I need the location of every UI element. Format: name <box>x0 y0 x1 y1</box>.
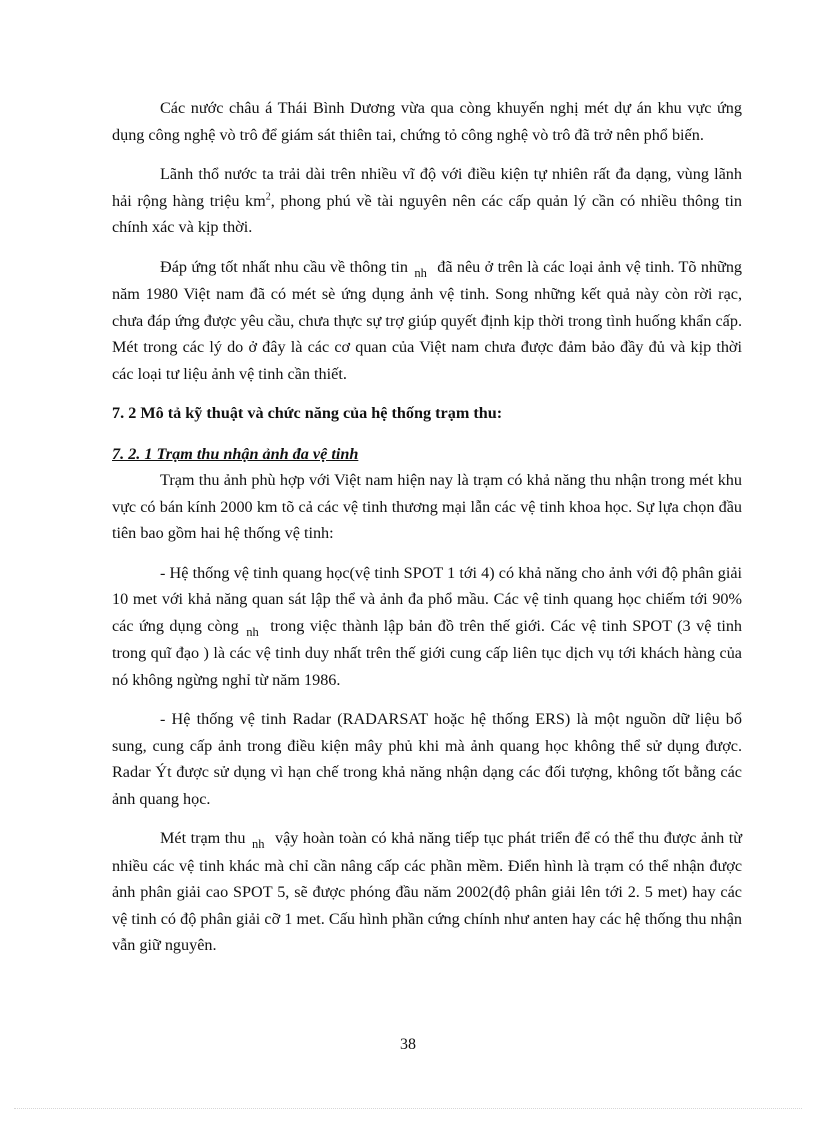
subscript-nh: nh <box>414 265 427 280</box>
paragraph-4-text: Trạm thu ảnh phù hợp với Việt nam hiện nay là trạm có khả năng thu nhận trong mét khu vực có bán kính 2000 km tõ cả các vệ tinh thương mại lẫn các vệ tinh khoa học. Sự lựa chọn đầu tiên bao gồm hai hệ thống vệ tinh: <box>112 471 742 542</box>
paragraph-5-text-a: - Hệ thống vệ tinh quang học(vệ tinh SPOT 1 tới 4) có khả năng cho ảnh với độ phân giải 10 met với khả năng quan sát lập thể và ảnh đa phổ mầu. Các vệ tinh quang học chiếm tới 90% các ứng dụng còng <box>112 563 742 635</box>
paragraph-6 <box>112 706 742 812</box>
paragraph-5 <box>112 560 742 694</box>
subscript-nh: nh <box>252 837 265 851</box>
paragraph-6-text: - Hệ thống vệ tinh Radar (RADARSAT hoặc hệ thống ERS) là một nguồn dữ liệu bổ sung, cung cấp ảnh trong điều kiện mây phủ khi mà ảnh quang học không thể sử dụng được. Radar Ýt được sử dụng vì hạn chế trong khả năng nhận dạng các đối tượng, không tốt bằng các ảnh quang học. <box>112 710 742 808</box>
paragraph-1 <box>112 95 742 148</box>
paragraph-3 <box>112 254 742 388</box>
paragraph-7-text-a: Mét trạm thu <box>160 829 246 847</box>
subsection-heading: 7. 2. 1 Trạm thu nhận ảnh đa vệ tinh <box>112 444 359 463</box>
paragraph-3-text-b: đã nêu ở trên là các loại ảnh vệ tinh. Tõ những năm 1980 Việt nam đã có mét sè ứng dụng ảnh vệ tinh. Song những kết quả này còn rời rạc, chưa đáp ứng được yêu cầu, chưa thực sự trợ giúp quyết định kịp thời trong tình huống khẩn cấp. Mét trong các lý do ở đây là các cơ quan của Việt nam chưa được đảm bảo đầy đủ và kịp thời các loại tư liệu ảnh vệ tinh cần thiết. <box>112 257 743 383</box>
subscript-nh: nh <box>246 624 259 639</box>
paragraph-2 <box>112 161 742 241</box>
page-body <box>112 95 742 972</box>
paragraph-1-text: Các nước châu á Thái Bình Dương vừa qua còng khuyến nghị mét dự án khu vực ứng dụng công nghệ vò trô để giám sát thiên tai, chứng tỏ công nghệ vò trô đã trở nên phổ biến. <box>112 99 742 144</box>
paragraph-7 <box>112 825 742 959</box>
superscript-2: 2 <box>265 191 271 203</box>
paragraph-7-text-b: vậy hoàn toàn có khả năng tiếp tục phát triển để có thể thu được ảnh từ nhiều các vệ tinh khác mà chỉ cần nâng cấp các phần mềm. Điển hình là trạm có thể nhận được ảnh phân giải cao SPOT 5, sẽ được phóng đầu năm 2002(độ phân giải lên tới 2. 5 met) hay các vệ tinh có độ phân giải cỡ 1 met. Cấu hình phần cứng chính như anten hay các hệ thống thu nhận vẫn giữ nguyên. <box>112 829 743 954</box>
page-border-line <box>14 1108 802 1109</box>
paragraph-4 <box>112 467 742 547</box>
paragraph-2-text-a: Lãnh thổ nước ta trải dài trên nhiều vĩ độ với điều kiện tự nhiên rất đa dạng, vùng lãnh hải rộng hàng triệu km <box>112 165 742 210</box>
section-heading: 7. 2 Mô tả kỹ thuật và chức năng của hệ thống trạm thu: <box>112 404 503 422</box>
paragraph-3-text-a: Đáp ứng tốt nhất nhu cầu về thông tin <box>160 257 408 276</box>
paragraph-2-text-b: , phong phú về tài nguyên nên các cấp quản lý cần có nhiều thông tin chính xác và kịp thời. <box>112 191 742 236</box>
paragraph-5-text-b: trong việc thành lập bản đồ trên thế giới. Các vệ tinh SPOT (3 vệ tinh trong quĩ đạo ) là các vệ tinh duy nhất trên thế giới cung cấp liên tục dịch vụ tới khách hàng của nó không ngừng nghỉ từ năm 1986. <box>112 616 743 689</box>
page-number: 38 <box>400 1036 416 1053</box>
